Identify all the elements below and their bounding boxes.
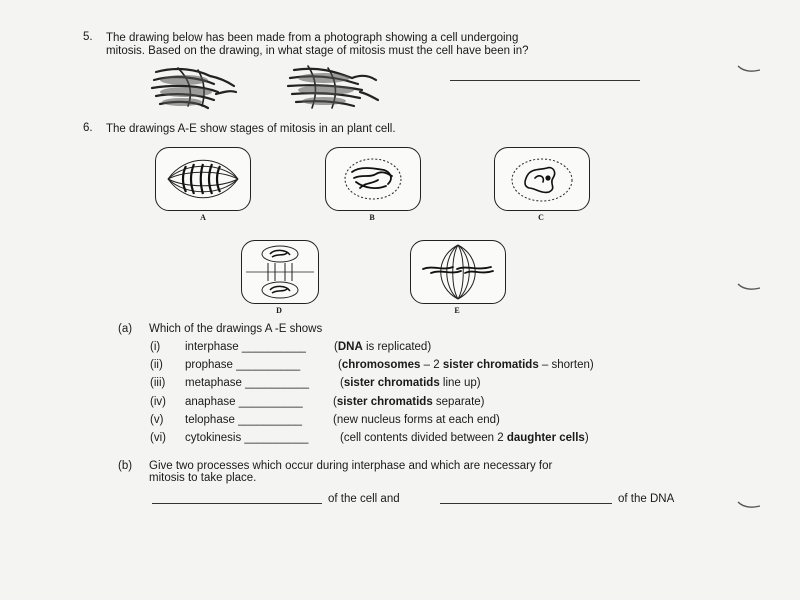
part-a-item-term[interactable]: prophase __________ — [185, 359, 301, 371]
figure-c-interphase-cell — [494, 147, 590, 211]
part-a-item-term[interactable]: anaphase __________ — [185, 396, 303, 408]
description-text: ( — [333, 396, 337, 408]
margin-scan-mark — [736, 498, 762, 512]
description-text: is replicated) — [362, 341, 432, 353]
part-a-item-term[interactable]: interphase __________ — [185, 341, 306, 353]
description-text: ) — [584, 432, 589, 444]
part-b-answer-line-1[interactable] — [152, 503, 322, 504]
question-6-number: 6. — [83, 122, 93, 134]
part-a-item-number: (iv) — [150, 396, 166, 408]
part-a-item-description — [334, 341, 431, 353]
mitosis-chromosome-drawing — [148, 62, 383, 112]
description-text: ( — [338, 359, 342, 371]
part-a-item-term[interactable]: cytokinesis __________ — [185, 432, 309, 444]
bold-keyword: sister chromatids — [336, 396, 433, 408]
bold-keyword: sister chromatids — [343, 377, 440, 389]
part-a-label: (a) — [118, 323, 133, 335]
part-a-item-number: (v) — [150, 414, 164, 426]
part-a-item-number: (i) — [150, 341, 161, 353]
part-a-item-number: (ii) — [150, 359, 163, 371]
part-a-item-description — [340, 432, 589, 444]
question-5-text-line2: mitosis. Based on the drawing, in what stage of mitosis must the cell have been in? — [106, 45, 529, 57]
part-a-item-number: (iii) — [150, 377, 166, 389]
part-a-item-number: (vi) — [150, 432, 166, 444]
description-text: – 2 — [420, 359, 443, 371]
part-b-label: (b) — [118, 460, 133, 472]
part-a-item-description — [333, 414, 500, 426]
description-text: ( — [340, 377, 344, 389]
part-a-item-term[interactable]: metaphase __________ — [185, 377, 310, 389]
bold-keyword: chromosomes — [341, 359, 421, 371]
figure-a-label: A — [200, 213, 206, 222]
bold-keyword: daughter cells — [506, 432, 585, 444]
figure-d-telophase-cell — [241, 240, 319, 304]
description-text: ( — [334, 341, 338, 353]
description-text: line up) — [439, 377, 481, 389]
part-a-item-description — [333, 396, 485, 408]
figure-c-label: C — [538, 213, 544, 222]
part-b-text-line2: mitosis to take place. — [149, 472, 257, 484]
description-text: separate) — [432, 396, 485, 408]
figure-e-label: E — [454, 306, 460, 315]
figure-b-prophase-cell — [325, 147, 421, 211]
margin-scan-mark — [736, 280, 762, 294]
part-b-answer-line-2[interactable] — [440, 503, 612, 504]
part-a-item-description — [338, 359, 594, 371]
figure-a-metaphase-cell — [155, 147, 251, 211]
part-a-prompt: Which of the drawings A -E shows — [149, 323, 323, 335]
figure-e-anaphase-cell — [410, 240, 506, 304]
part-b-text-line1: Give two processes which occur during interphase and which are necessary for — [149, 460, 553, 472]
description-text: – shorten) — [538, 359, 594, 371]
part-b-answer-mid-text: of the cell and — [328, 493, 400, 505]
description-text: (cell contents divided between 2 — [340, 432, 507, 444]
question-5-number: 5. — [83, 31, 93, 43]
figure-b-label: B — [369, 213, 375, 222]
figure-d-label: D — [276, 306, 282, 315]
question-5-answer-line[interactable] — [450, 80, 640, 81]
bold-keyword: DNA — [337, 341, 363, 353]
part-a-item-term[interactable]: telophase __________ — [185, 414, 303, 426]
description-text: (new nucleus forms at each end) — [333, 414, 500, 426]
question-6-intro: The drawings A-E show stages of mitosis in an plant cell. — [106, 123, 396, 135]
bold-keyword: sister chromatids — [442, 359, 539, 371]
question-5-text-line1: The drawing below has been made from a photograph showing a cell undergoing — [106, 32, 519, 44]
part-b-answer-end-text: of the DNA — [618, 493, 675, 505]
margin-scan-mark — [736, 62, 762, 76]
part-a-item-description — [340, 377, 481, 389]
